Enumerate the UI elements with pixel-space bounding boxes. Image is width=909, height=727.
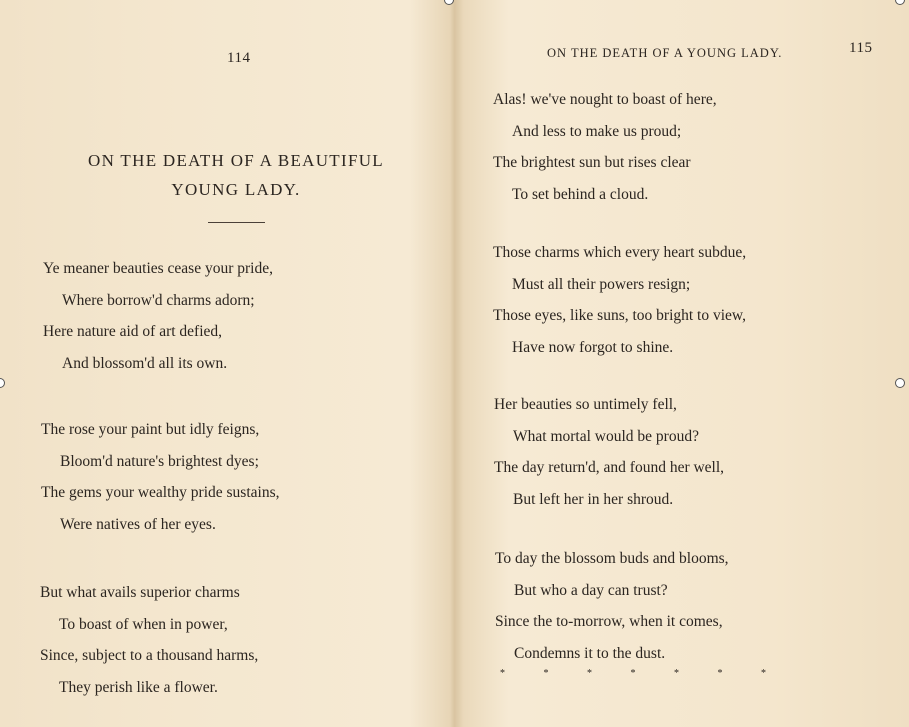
verse-line: Since the to-morrow, when it comes,	[495, 613, 723, 630]
star-ornament: *	[761, 668, 766, 679]
verse-line: And less to make us proud;	[512, 122, 682, 140]
verse-line: Those charms which every heart subdue,	[493, 244, 747, 261]
verse-line: Those eyes, like suns, too bright to view,	[493, 307, 746, 324]
star-ornament: *	[500, 668, 505, 679]
end-ornament-stars	[500, 668, 805, 679]
stanza-right-2	[493, 237, 746, 363]
resize-handle-right[interactable]	[895, 378, 905, 388]
title-rule	[208, 222, 265, 223]
star-ornament: *	[674, 668, 679, 679]
stanza-right-4	[495, 543, 729, 669]
verse-line: Here nature aid of art defied,	[43, 323, 223, 340]
verse-line: But left her in her shroud.	[513, 490, 674, 508]
running-head: ON THE DEATH OF A YOUNG LADY.	[547, 46, 783, 60]
left-page	[0, 0, 454, 727]
verse-line: Her beauties so untimely fell,	[494, 396, 677, 413]
page-number-left: 114	[227, 50, 251, 66]
right-page	[455, 0, 909, 727]
verse-line: They perish like a flower.	[59, 678, 218, 696]
verse-line: The rose your paint but idly feigns,	[41, 421, 260, 438]
star-ornament: *	[543, 668, 549, 679]
verse-line: Were natives of her eyes.	[60, 515, 216, 533]
verse-line: Bloom'd nature's brightest dyes;	[60, 452, 259, 470]
star-ornament: *	[630, 668, 636, 679]
verse-line: What mortal would be proud?	[513, 427, 699, 445]
verse-line: The gems your wealthy pride sustains,	[41, 484, 280, 501]
verse-line: And blossom'd all its own.	[62, 354, 228, 372]
verse-line: Must all their powers resign;	[512, 275, 691, 293]
stanza-left-1	[43, 253, 273, 379]
star-ornament: *	[717, 668, 723, 679]
poem-title-line-2: YOUNG LADY.	[171, 180, 301, 199]
page-number-right: 115	[849, 40, 873, 56]
verse-line: Alas! we've nought to boast of here,	[493, 91, 717, 108]
verse-line: Condemns it to the dust.	[514, 644, 666, 662]
verse-line: Where borrow'd charms adorn;	[62, 291, 255, 309]
verse-line: The day return'd, and found her well,	[494, 459, 725, 476]
verse-line: Since, subject to a thousand harms,	[40, 647, 259, 664]
poem-title-line-1: ON THE DEATH OF A BEAUTIFUL	[88, 151, 384, 170]
stanza-left-3	[40, 577, 258, 703]
verse-line: To set behind a cloud.	[512, 185, 649, 203]
verse-line: But who a day can trust?	[514, 581, 668, 599]
verse-line: Ye meaner beauties cease your pride,	[43, 260, 273, 277]
verse-line: Have now forgot to shine.	[512, 338, 674, 356]
stanza-right-1	[493, 84, 717, 210]
star-ornament: *	[587, 668, 592, 679]
stanza-right-3	[494, 389, 724, 515]
verse-line: To boast of when in power,	[59, 615, 228, 633]
verse-line: To day the blossom buds and blooms,	[495, 550, 729, 567]
verse-line: The brightest sun but rises clear	[493, 154, 691, 171]
verse-line: But what avails superior charms	[40, 584, 240, 601]
stanza-left-2	[41, 414, 279, 540]
